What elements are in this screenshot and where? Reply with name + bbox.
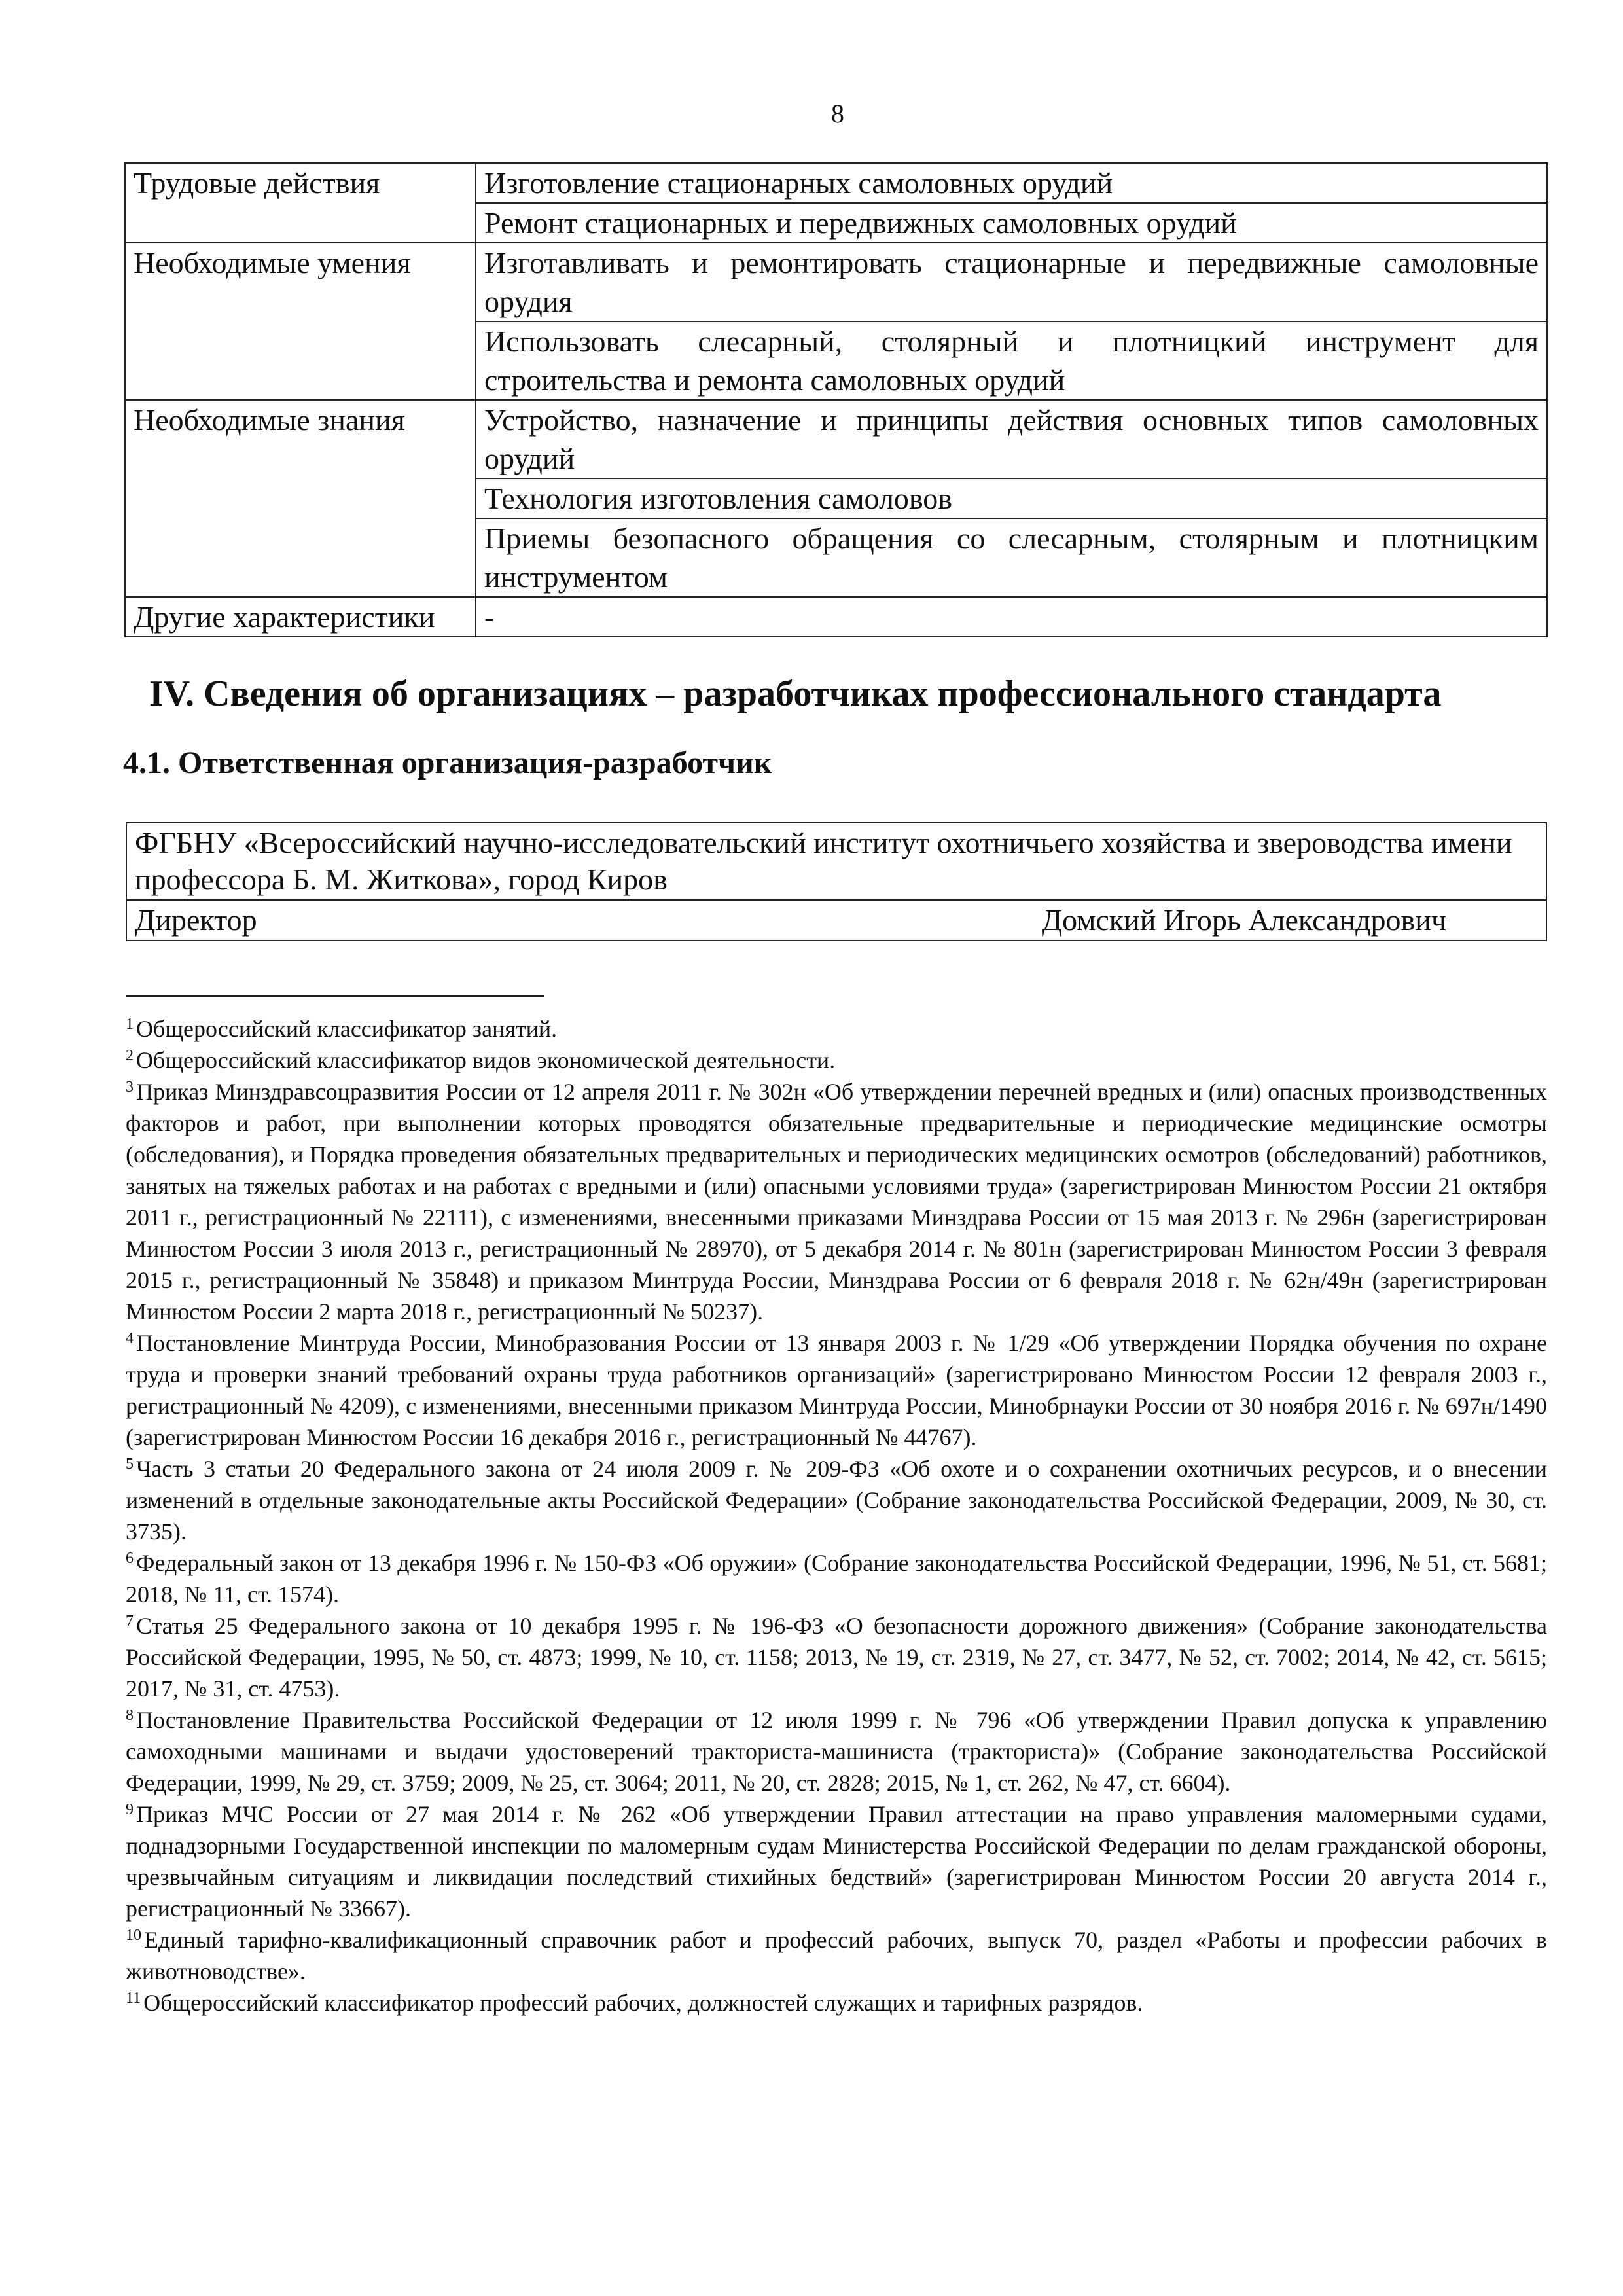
footnote-number: 11 (126, 1990, 141, 2007)
director-title: Директор (135, 903, 257, 937)
organization-name: ФГБНУ «Всероссийский научно-исследовательский институт охотничьего хозяйства и звероводства имени профессора Б. М. Житкова», город Киров (126, 823, 1546, 900)
footnote (126, 1704, 1547, 1799)
footnote-text: Общероссийский классификатор занятий. (136, 1016, 558, 1042)
table-cell: - (476, 597, 1547, 637)
director-cell (126, 900, 1546, 941)
footnote (126, 1610, 1547, 1704)
footnote-text: Приказ Минздравсоцразвития России от 12 апреля 2011 г. № 302н «Об утверждении перечней вредных и (или) опасных производственных факторов и работ, при выполнении которых проводятся обязательные предварительные и периодические медицинские осмотры (обследования), и Порядка проведения обязательных предварительных и периодических медицинских осмотров (обследований) работников, занятых на тяжелых работах и на работах с вредными и (или) опасными условиями труда» (зарегистрирован Минюстом России 21 октября 2011 г., регистрационный № 22111), с изменениями, внесенными приказами Минздрава России от 15 мая 2013 г. № 296н (зарегистрирован Минюстом России 3 июля 2013 г., регистрационный № 28970), от 5 декабря 2014 г. № 801н (зарегистрирован Минюстом России 3 февраля 2015 г., регистрационный № 35848) и приказом Минтруда России, Минздрава России от 6 февраля 2018 г. № 62н/49н (зарегистрирован Минюстом России 2 марта 2018 г., регистрационный № 50237). (126, 1079, 1547, 1325)
footnote (126, 1045, 1547, 1076)
footnote-number: 10 (126, 1927, 141, 1944)
row-label: Необходимые умения (125, 243, 476, 400)
table-cell: Изготовление стационарных самоловных орудий (476, 163, 1547, 203)
footnote (126, 1327, 1547, 1453)
footnote-number: 4 (126, 1330, 134, 1347)
page-number: 8 (831, 99, 844, 128)
table-row (125, 243, 1547, 321)
footnote-number: 8 (126, 1707, 134, 1724)
footnote (126, 1076, 1547, 1327)
director-row (135, 902, 1538, 939)
footnote (126, 1547, 1547, 1610)
table-cell: Использовать слесарный, столярный и плотницкий инструмент для строительства и ремонта самоловных орудий (476, 321, 1547, 400)
labor-functions-table (124, 162, 1548, 637)
row-label: Другие характеристики (125, 597, 476, 637)
section-heading: IV. Сведения об организациях – разработчиках профессионального стандарта (149, 673, 1442, 714)
director-name: Домский Игорь Александрович (1041, 903, 1446, 937)
footnote-separator (126, 995, 544, 997)
footnote-number: 9 (126, 1801, 134, 1818)
table-row (126, 900, 1546, 941)
footnote (126, 1453, 1547, 1547)
footnotes (126, 1013, 1547, 2018)
table-cell: Приемы безопасного обращения со слесарным, столярным и плотницким инструментом (476, 518, 1547, 597)
table-cell: Ремонт стационарных и передвижных самоловных орудий (476, 203, 1547, 243)
footnote-number: 7 (126, 1613, 134, 1630)
footnote-number: 3 (126, 1079, 134, 1096)
footnote-number: 1 (126, 1016, 134, 1033)
table-row (125, 400, 1547, 478)
table-cell: Технология изготовления самоловов (476, 478, 1547, 518)
footnote-number: 5 (126, 1456, 134, 1473)
footnote-number: 2 (126, 1047, 134, 1064)
footnote-text: Статья 25 Федерального закона от 10 декабря 1995 г. № 196-ФЗ «О безопасности дорожного движения» (Собрание законодательства Российской Федерации, 1995, № 50, ст. 4873; 1999, № 10, ст. 1158; 2013, № 19, ст. 2319, № 27, ст. 3477, № 52, ст. 7002; 2014, № 42, ст. 5615; 2017, № 31, ст. 4753). (126, 1613, 1547, 1702)
footnote-text: Приказ МЧС России от 27 мая 2014 г. № 262 «Об утверждении Правил аттестации на право управления маломерными судами, поднадзорными Государственной инспекции по маломерным судам Министерства Российской Федерации по делам гражданской обороны, чрезвычайным ситуациям и ликвидации последствий стихийных бедствий» (зарегистрирован Минюстом России 20 августа 2014 г., регистрационный № 33667). (126, 1801, 1547, 1922)
organization-table (126, 822, 1547, 941)
row-label: Трудовые действия (125, 163, 476, 243)
footnote-text: Общероссийский классификатор видов экономической деятельности. (136, 1047, 836, 1073)
footnote-text: Общероссийский классификатор профессий рабочих, должностей служащих и тарифных разрядов. (143, 1990, 1143, 2016)
footnote (126, 1924, 1547, 1987)
subsection-heading: 4.1. Ответственная организация-разработчик (123, 745, 772, 780)
footnote-text: Единый тарифно-квалификационный справочник работ и профессий рабочих, выпуск 70, раздел «Работы и профессии рабочих в животноводстве». (126, 1927, 1547, 1984)
row-label: Необходимые знания (125, 400, 476, 597)
footnote-text: Постановление Правительства Российской Федерации от 12 июля 1999 г. № 796 «Об утверждении Правил допуска к управлению самоходными машинами и выдачи удостоверений тракториста-машиниста (тракториста)» (Собрание законодательства Российской Федерации, 1999, № 29, ст. 3759; 2009, № 25, ст. 3064; 2011, № 20, ст. 2828; 2015, № 1, ст. 262, № 47, ст. 6604). (126, 1707, 1547, 1796)
footnote (126, 1799, 1547, 1924)
footnote-text: Постановление Минтруда России, Минобразования России от 13 января 2003 г. № 1/29 «Об утверждении Порядка обучения по охране труда и проверки знаний требований охраны труда работников организаций» (зарегистрировано Минюстом России 12 февраля 2003 г., регистрационный № 4209), с изменениями, внесенными приказом Минтруда России, Минобрнауки России от 30 ноября 2016 г. № 697н/1490 (зарегистрирован Минюстом России 16 декабря 2016 г., регистрационный № 44767). (126, 1330, 1547, 1450)
table-cell: Устройство, назначение и принципы действия основных типов самоловных орудий (476, 400, 1547, 478)
footnote-text: Федеральный закон от 13 декабря 1996 г. № 150-ФЗ «Об оружии» (Собрание законодательства Российской Федерации, 1996, № 51, ст. 5681; 2018, № 11, ст. 1574). (126, 1550, 1547, 1607)
footnote (126, 1987, 1547, 2018)
table-cell: Изготавливать и ремонтировать стационарные и передвижные самоловные орудия (476, 243, 1547, 321)
table-row (125, 597, 1547, 637)
footnote-text: Часть 3 статьи 20 Федерального закона от 24 июля 2009 г. № 209-ФЗ «Об охоте и о сохранении охотничьих ресурсов, и о внесении изменений в отдельные законодательные акты Российской Федерации» (Собрание законодательства Российской Федерации, 2009, № 30, ст. 3735). (126, 1456, 1547, 1545)
footnote-number: 6 (126, 1550, 134, 1567)
table-row (126, 823, 1546, 900)
table-row (125, 163, 1547, 203)
footnote (126, 1013, 1547, 1045)
